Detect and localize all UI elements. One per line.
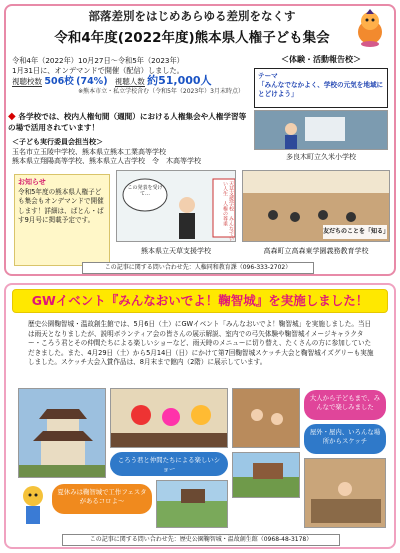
presenter-photo	[255, 111, 388, 150]
oshirase-box	[14, 174, 110, 266]
event-info	[12, 56, 244, 97]
korou-icon	[18, 482, 48, 528]
stats-note: ※熊本市立・私立学校含む（令和5年（2023年）3月末時点）	[78, 88, 244, 95]
bubble-show: ころう君と仲間たちによる楽しいショー	[110, 452, 228, 476]
gw-body: 歴史公園鞠智城・温故創生館では、5月6日（土）にGWイベント「みんなおいでよ！鞠智城」を実施しました。当日は雨天となりましたが、説明ボランティア会の皆さんの展示解説、室内での弓矢体験や鞠智城イメージキャラクター・ころう君とその仲間たちによる楽しいショーなど、雨天時のメニューに切り替え、たくさんの方に参加していただきました。また、4月29日（土）から5月14日（日）にかけて第7回鞠智城スケッチ大会と鞠智城イズグリーも実施しました。スケッチ大会入賞作品は、8月末まで館内（2階）に展示しています。	[28, 320, 374, 367]
committee-schools	[12, 138, 252, 167]
theme-text: 「みんなでなかよく、学校の元気を地域にとどけよう」	[258, 81, 384, 98]
bubble-adult: 大人から子どもまで、みんなで楽しみました	[304, 390, 386, 420]
usage-message-text: 各学校では、校内人権旬間（週間）における人権集会や人権学習等の場で活用されています！	[8, 112, 247, 132]
theme-box	[254, 68, 388, 108]
korou-mascot	[18, 482, 48, 528]
photo-castle	[18, 388, 106, 478]
show-photo	[111, 389, 228, 448]
mascot-icon	[352, 8, 388, 48]
gw-title: GWイベント『みんなおいでよ！鞠智城』を実施しました！	[31, 293, 369, 308]
views-value: 506校	[44, 76, 74, 87]
caption-kume: 多良木町立久米小学校	[286, 153, 356, 161]
field-photo	[157, 481, 228, 528]
theme-label: テーマ	[258, 72, 278, 80]
photo-outdoor	[232, 452, 300, 498]
report-heading: ＜体験・活動報告校＞	[281, 55, 361, 64]
usage-message	[8, 111, 248, 133]
info-line2: 1月31日に、オンデマンドで開催（配信）しました。	[12, 66, 184, 75]
board-text: 天草支援学校 みんなでいい人生 人権の尊重	[222, 181, 234, 241]
photo-kume	[254, 110, 388, 150]
views-pct: (74%)	[76, 76, 108, 87]
count-label: 視聴人数	[114, 77, 145, 86]
title-line1: 部落差別をはじめあらゆる差別をなくす	[88, 9, 296, 23]
red-dot-icon: ◆	[8, 111, 16, 122]
photo-indoor	[232, 388, 300, 448]
title-line2: 令和4年度(2022年度)熊本県人権子ども集会	[54, 30, 330, 46]
contact-jinken: この記事に関する問い合わせ先：人権同和教育課（096-333-2702）	[82, 262, 314, 274]
sketch-room-photo	[305, 459, 386, 528]
caption-takamori: 高森町立高森東学園義務教育学校	[263, 247, 369, 255]
photo-field	[156, 480, 228, 528]
info-line1: 令和4年（2022年）10月27日～令和5年（2023年）	[12, 56, 184, 65]
contact-kikuchi: この記事に関する問い合わせ先：歴史公園鞠智城・温故創生館（0968-48-3178）	[62, 534, 340, 546]
photo-show	[110, 388, 228, 448]
committee-heading: ＜子ども実行委員会担当校＞	[12, 138, 103, 146]
oshirase-heading: お知らせ	[18, 178, 46, 186]
castle-illustration	[19, 389, 106, 478]
bubble-summer: 夏休みは鞠智城で工作フェスタがあるコロよ～	[52, 484, 152, 514]
oshirase-body: 令和5年度の熊本県人権子ども集会もオンデマンドで開催します！詳細は、ぱとん・ぱす9月号に掲載予定です。	[18, 187, 104, 225]
count-value: 約51,000人	[147, 74, 212, 87]
stats-row	[12, 76, 244, 87]
views-label: 視聴校数	[12, 77, 42, 86]
caption-amakusa: 熊本県立天草支援学校	[141, 247, 211, 255]
photo-amakusa	[116, 170, 236, 242]
photo-takamori	[242, 170, 390, 242]
outdoor-photo	[233, 453, 300, 498]
assembly-title	[14, 8, 370, 48]
bubble-sketch: 屋外・屋内、いろんな場所からスケッチ	[304, 424, 386, 454]
bubble-left: この発表を受けて…	[127, 185, 163, 197]
caption-tomodachi: 友だちのことを「知る」	[323, 228, 390, 235]
committee-line: 玉名市立玉陵中学校、熊本県立熊本工業高等学校	[12, 147, 166, 156]
photo-sketch-room	[304, 458, 386, 528]
committee-line: 熊本県立翔陽高等学校、熊本県立人吉学校 令 木高等学校	[12, 157, 201, 165]
indoor-photo	[233, 389, 300, 448]
